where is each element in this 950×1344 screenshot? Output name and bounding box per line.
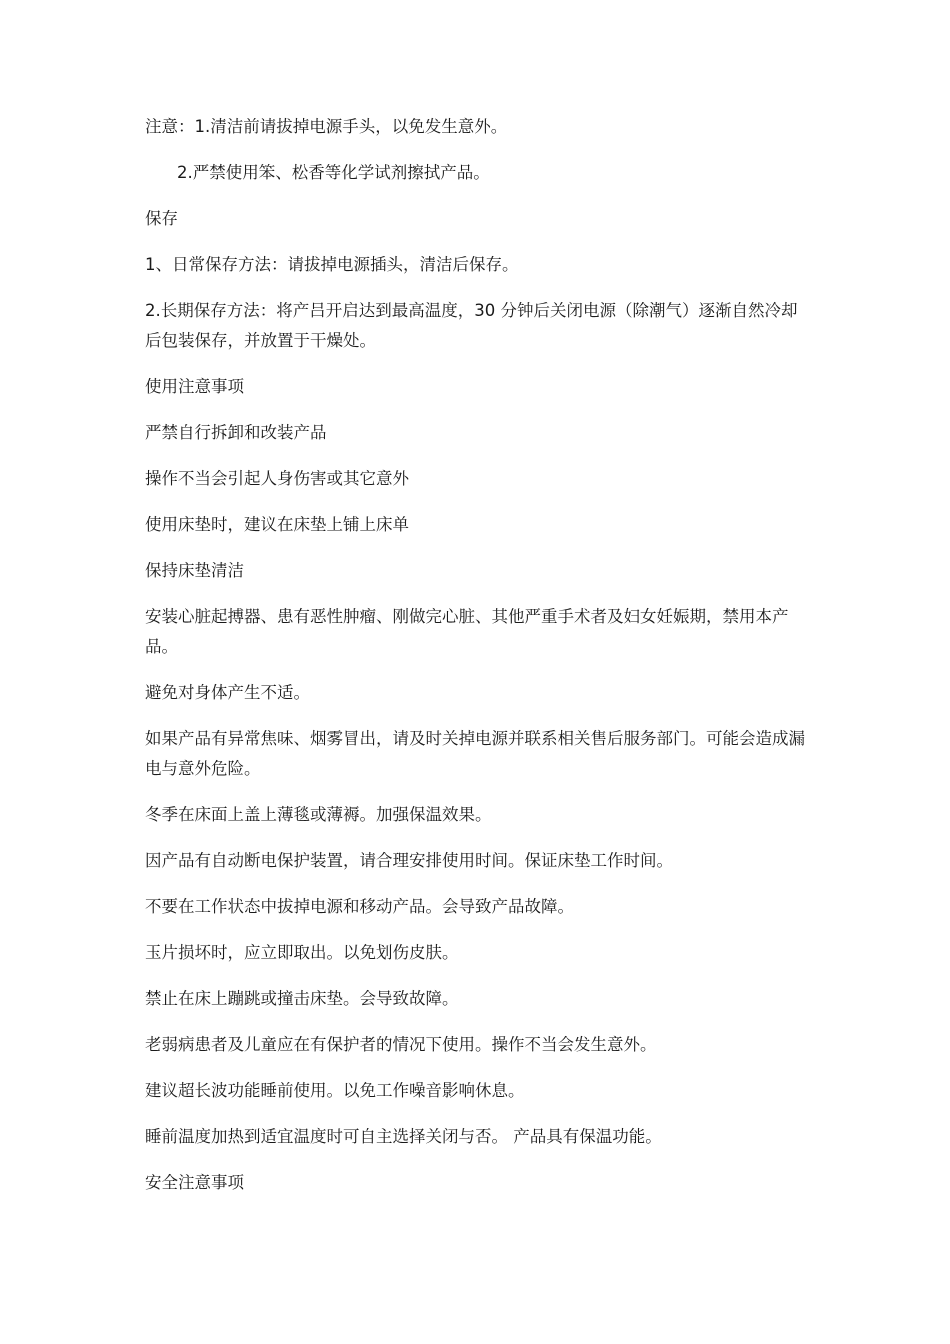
- usage-keep-clean: 保持床垫清洁: [145, 561, 244, 580]
- usage-long-wave: 建议超长波功能睡前使用。以免工作噪音影响休息。: [145, 1081, 525, 1100]
- usage-auto-shutoff: 因产品有自动断电保护装置，请合理安排使用时间。保证床垫工作时间。: [145, 851, 673, 870]
- usage-temperature: 睡前温度加热到适宜温度时可自主选择关闭与否。 产品具有保温功能。: [145, 1127, 662, 1146]
- usage-supervision: 老弱病患者及儿童应在有保护者的情况下使用。操作不当会发生意外。: [145, 1035, 657, 1054]
- heading-storage: 保存: [145, 209, 178, 228]
- usage-no-disassembly: 严禁自行拆卸和改装产品: [145, 423, 327, 442]
- document-body: [145, 112, 810, 1214]
- usage-improper-operation: 操作不当会引起人身伤害或其它意外: [145, 469, 409, 488]
- usage-bed-sheet: 使用床垫时，建议在床垫上铺上床单: [145, 515, 409, 534]
- note-cleaning-power: 注意：1.清洁前请拔掉电源手头，以免发生意外。: [145, 117, 508, 136]
- usage-winter-blanket: 冬季在床面上盖上薄毯或薄褥。加强保温效果。: [145, 805, 492, 824]
- usage-jade-damage: 玉片损坏时，应立即取出。以免划伤皮肤。: [145, 943, 459, 962]
- heading-safety-notes: 安全注意事项: [145, 1173, 244, 1192]
- storage-daily: 1、日常保存方法：请拔掉电源插头，清洁后保存。: [145, 255, 519, 274]
- note-no-chemicals: 2.严禁使用笨、松香等化学试剂擦拭产品。: [177, 163, 490, 182]
- storage-long-term: 2.长期保存方法：将产吕开启达到最高温度，30 分钟后关闭电源（除潮气）逐渐自然冷却后包装保存，并放置于干燥处。: [145, 301, 798, 350]
- usage-no-jumping: 禁止在床上蹦跳或撞击床垫。会导致故障。: [145, 989, 459, 1008]
- heading-usage-notes: 使用注意事项: [145, 377, 244, 396]
- usage-contraindications: 安装心脏起搏器、患有恶性肿瘤、刚做完心脏、其他严重手术者及妇女妊娠期，禁用本产品。: [145, 607, 789, 656]
- usage-no-unplug-while-working: 不要在工作状态中拔掉电源和移动产品。会导致产品故障。: [145, 897, 574, 916]
- usage-abnormal-smell: 如果产品有异常焦味、烟雾冒出，请及时关掉电源并联系相关售后服务部门。可能会造成漏电与意外危险。: [145, 729, 805, 778]
- usage-avoid-discomfort: 避免对身体产生不适。: [145, 683, 310, 702]
